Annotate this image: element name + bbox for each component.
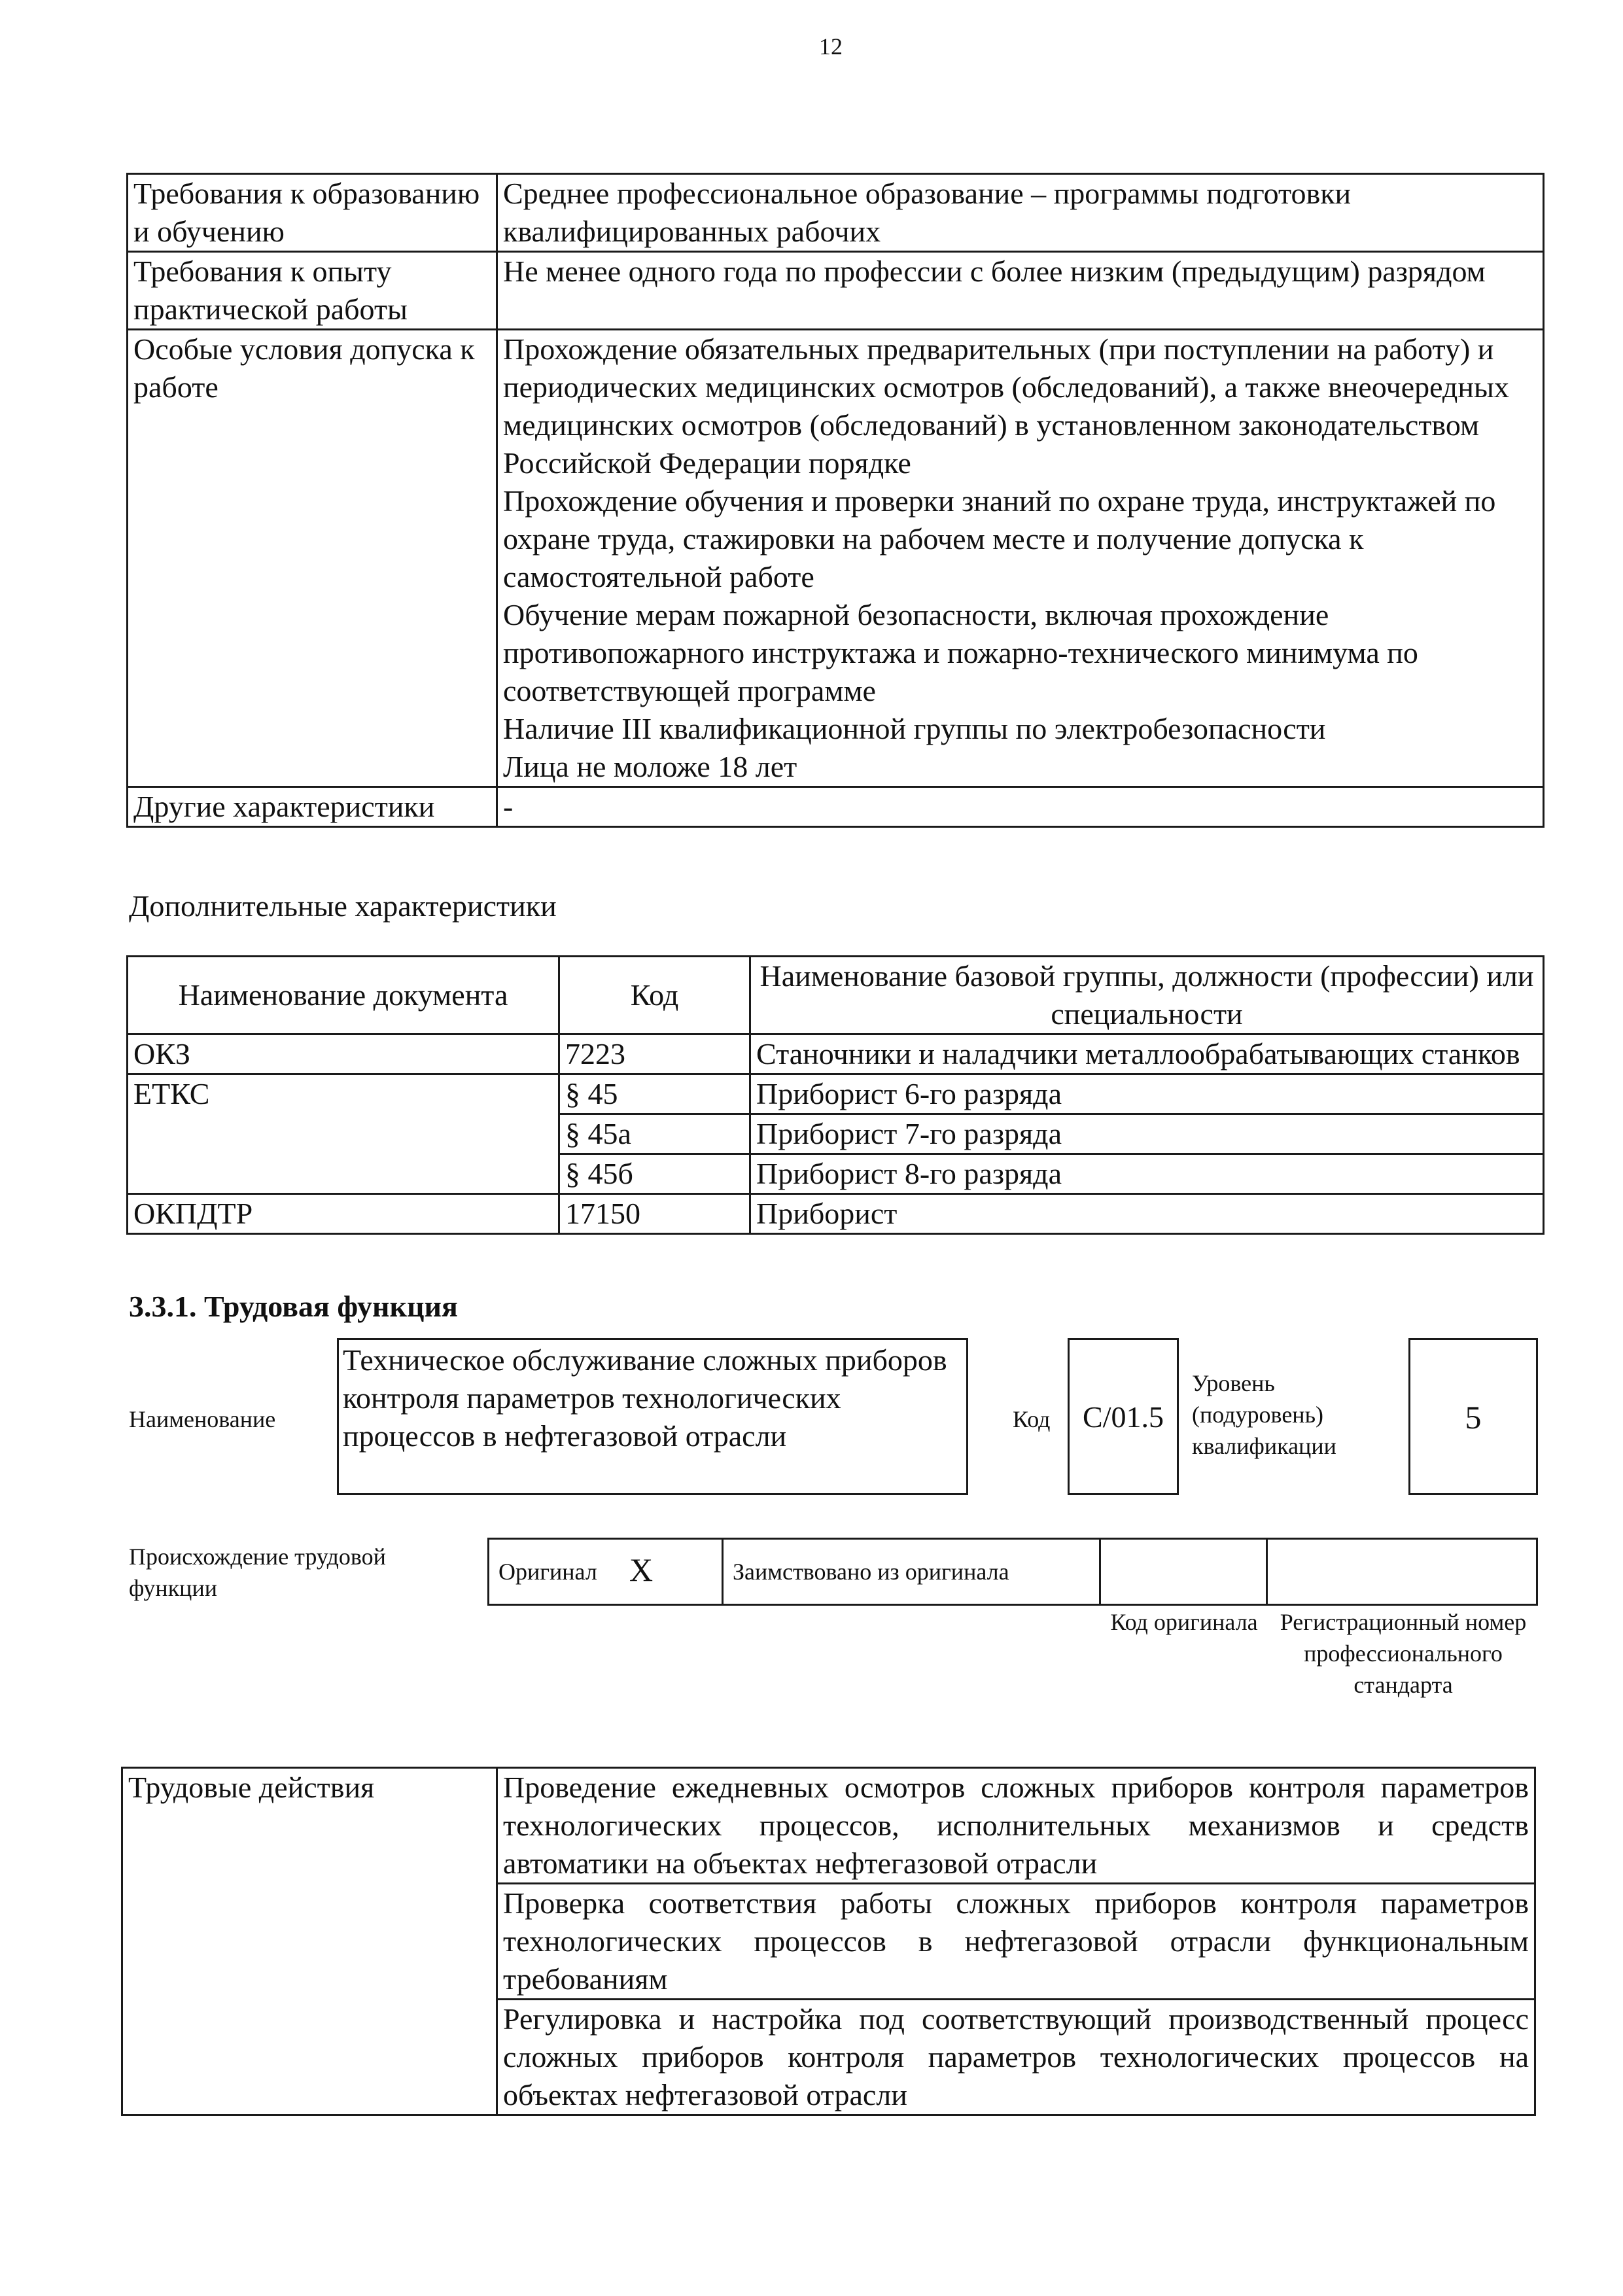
admission-item: Обучение мерам пожарной безопасности, включая прохождение противопожарного инструктажа и пожарно-технического минимума по соответствующей программе	[503, 598, 1418, 707]
original-label: Оригинал	[498, 1559, 597, 1585]
etks-name: Приборист 8-го разряда	[750, 1154, 1544, 1194]
admission-item: Наличие III квалификационной группы по электробезопасности	[503, 712, 1326, 745]
function-name-box: Техническое обслуживание сложных приборов контроля параметров технологических процессов в нефтегазовой отрасли	[337, 1338, 968, 1495]
table-row	[128, 1194, 1544, 1234]
table-row	[128, 1034, 1544, 1074]
labor-function-heading: 3.3.1. Трудовая функция	[129, 1290, 458, 1323]
experience-label: Требования к опыту практической работы	[128, 252, 497, 330]
additional-table	[126, 955, 1544, 1235]
header-document: Наименование документа	[128, 957, 559, 1034]
admission-label: Особые условия допуска к работе	[128, 330, 497, 787]
other-label: Другие характеристики	[128, 787, 497, 827]
table-header-row	[128, 957, 1544, 1034]
level-label: Уровень (подуровень) квалификации	[1192, 1370, 1336, 1459]
table-row	[128, 174, 1544, 252]
etks-code: § 45	[559, 1074, 750, 1114]
admission-item: Прохождение обучения и проверки знаний по охране труда, инструктажей по охране труда, стажировки на рабочем месте и получение допуска к самостоятельной работе	[503, 484, 1496, 593]
level-box: 5	[1408, 1338, 1538, 1495]
requirements-table	[126, 173, 1544, 828]
admission-value	[497, 330, 1544, 787]
labor-action-item: Проведение ежедневных осмотров сложных приборов контроля параметров технологических процессов, исполнительных механизмов и средств автоматики на объектах нефтегазовой отрасли	[497, 1768, 1535, 1884]
okpdtr-code: 17150	[559, 1194, 750, 1234]
experience-value: Не менее одного года по профессии с более низким (предыдущим) разрядом	[497, 252, 1544, 330]
etks-name: Приборист 6-го разряда	[750, 1074, 1544, 1114]
page-number: 12	[819, 33, 843, 60]
education-label: Требования к образованию и обучению	[128, 174, 497, 252]
etks-doc: ЕТКС	[128, 1074, 559, 1194]
okpdtr-name: Приборист	[750, 1194, 1544, 1234]
code-label: Код	[1013, 1406, 1051, 1432]
labor-actions-table	[121, 1767, 1536, 2116]
etks-code: § 45б	[559, 1154, 750, 1194]
name-label: Наименование	[129, 1406, 276, 1432]
admission-item: Прохождение обязательных предварительных (при поступлении на работу) и периодических медицинских осмотров (обследований), а также внеочередных медицинских осмотров (обследований) в установленном законодательством Российской Федерации порядке	[503, 332, 1509, 480]
table-row	[128, 330, 1544, 787]
okz-code: 7223	[559, 1034, 750, 1074]
header-code: Код	[559, 957, 750, 1034]
borrowed-label: Заимствовано из оригинала	[733, 1559, 1009, 1585]
table-row	[128, 252, 1544, 330]
header-group: Наименование базовой группы, должности (профессии) или специальности	[750, 957, 1544, 1034]
function-code-box: C/01.5	[1068, 1338, 1179, 1495]
etks-name: Приборист 7-го разряда	[750, 1114, 1544, 1154]
education-value: Среднее профессиональное образование – программы подготовки квалифицированных рабочих	[497, 174, 1544, 252]
origin-label: Происхождение трудовой функции	[129, 1544, 386, 1601]
admission-item: Лица не моложе 18 лет	[503, 750, 797, 783]
okz-name: Станочники и наладчики металлообрабатывающих станков	[750, 1034, 1544, 1074]
other-value: -	[497, 787, 1544, 827]
code-original-caption: Код оригинала	[1110, 1609, 1258, 1635]
labor-action-item: Регулировка и настройка под соответствующий производственный процесс сложных приборов контроля параметров технологических процессов на объектах нефтегазовой отрасли	[497, 2000, 1535, 2115]
etks-code: § 45а	[559, 1114, 750, 1154]
table-row	[122, 1768, 1535, 1884]
additional-title: Дополнительные характеристики	[129, 889, 557, 923]
origin-divider	[1266, 1538, 1268, 1606]
table-row	[128, 787, 1544, 827]
original-mark: X	[629, 1551, 654, 1588]
okpdtr-doc: ОКПДТР	[128, 1194, 559, 1234]
okz-doc: ОКЗ	[128, 1034, 559, 1074]
origin-divider	[1099, 1538, 1101, 1606]
labor-actions-label: Трудовые действия	[122, 1768, 497, 2115]
table-row	[128, 1074, 1544, 1114]
origin-divider	[722, 1538, 724, 1606]
registration-caption: Регистрационный номер профессионального стандарта	[1280, 1609, 1527, 1698]
labor-action-item: Проверка соответствия работы сложных приборов контроля параметров технологических процессов в нефтегазовой отрасли функциональным требованиям	[497, 1884, 1535, 2000]
